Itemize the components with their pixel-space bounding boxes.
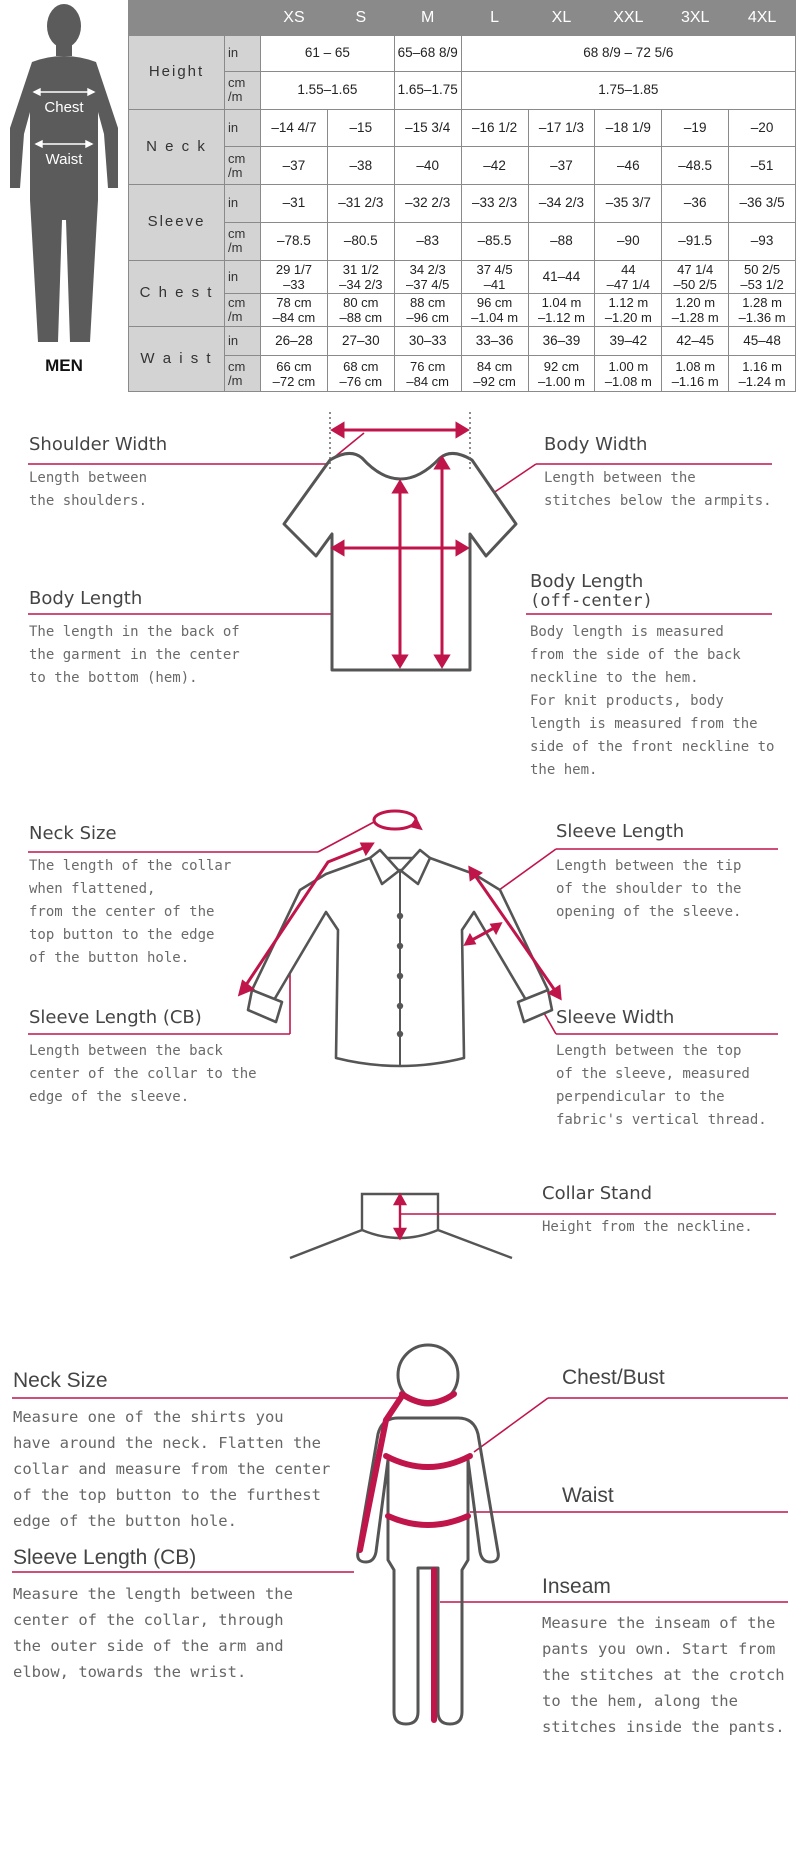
- chest-cm-cell: 88 cm –96 cm: [394, 294, 461, 327]
- collar-stand-title: Collar Stand: [542, 1183, 653, 1204]
- chest-in-cell: 41–44: [528, 260, 595, 294]
- chest-in-cell: 44 –47 1/4: [595, 260, 662, 294]
- chest-cm-cell: 1.04 m –1.12 m: [528, 294, 595, 327]
- body-length-title: Body Length: [29, 588, 143, 609]
- neck-size-title: Neck Size: [29, 823, 117, 844]
- sleeve-in-cell: –35 3/7: [595, 185, 662, 223]
- sleeve-cm-cell: –88: [528, 222, 595, 260]
- height-in-l-4xl: 68 8/9 – 72 5/6: [461, 36, 795, 72]
- chest-in-cell: 31 1/2 –34 2/3: [327, 260, 394, 294]
- neck-measure-mark: [402, 1394, 454, 1403]
- waist-measure-mark: [388, 1516, 468, 1525]
- sleeve-in-cell: –33 2/3: [461, 185, 528, 223]
- size-header: M: [394, 1, 461, 36]
- waist-cm-cell: 1.08 m –1.16 m: [662, 356, 729, 392]
- shoulder-width-desc: Length between the shoulders.: [29, 470, 148, 509]
- shoulder-width-title: Shoulder Width: [29, 434, 168, 455]
- waist-in-cell: 45–48: [729, 326, 796, 355]
- size-header: L: [461, 1, 528, 36]
- sleeve-in-cell: –36 3/5: [729, 185, 796, 223]
- sleeve-cm-cell: –90: [595, 222, 662, 260]
- neck-in-cell: –20: [729, 109, 796, 147]
- chest-cm-cell: 1.20 m –1.28 m: [662, 294, 729, 327]
- sleeve-cm-cell: –91.5: [662, 222, 729, 260]
- waist-cm-cell: 68 cm –76 cm: [327, 356, 394, 392]
- chest-cm-cell: 78 cm –84 cm: [261, 294, 328, 327]
- height-cm-l-4xl: 1.75–1.85: [461, 71, 795, 109]
- sleeve-in-cell: –31 2/3: [327, 185, 394, 223]
- body-length-off-subtitle: (off-center): [530, 591, 653, 611]
- figure-waist-label: Waist: [45, 151, 83, 168]
- neck-in-cell: –18 1/9: [595, 109, 662, 147]
- body-inseam-title: Inseam: [542, 1575, 611, 1598]
- chest-cm-cell: 1.12 m –1.20 m: [595, 294, 662, 327]
- neck-in-cell: –14 4/7: [261, 109, 328, 147]
- body-length-desc: The length in the back of the garment in the center to the bottom (hem).: [29, 624, 240, 686]
- neck-cm-cell: –48.5: [662, 147, 729, 185]
- chest-cm-cell: 80 cm –88 cm: [327, 294, 394, 327]
- neck-in-cell: –15 3/4: [394, 109, 461, 147]
- figure-men-label: MEN: [45, 356, 83, 375]
- body-inseam-desc: Measure the inseam of the pants you own. Start from the stitches at the crotch to the hem, along the stitches inside the pants.: [542, 1614, 785, 1736]
- sleeve-cm-cell: –78.5: [261, 222, 328, 260]
- sleeve-length-cb-desc: Length between the back center of the collar to the edge of the sleeve.: [29, 1043, 257, 1105]
- unit-cm: cm /m: [225, 222, 261, 260]
- chest-in-cell: 50 2/5 –53 1/2: [729, 260, 796, 294]
- waist-in-cell: 39–42: [595, 326, 662, 355]
- body-width-desc: Length between the stitches below the armpits.: [544, 470, 772, 509]
- neck-in-cell: –17 1/3: [528, 109, 595, 147]
- body-length-off-desc: Body length is measured from the side of the back neckline to the hem. For knit products, body length is measured from the side of the front neckline to the hem.: [530, 624, 775, 778]
- neck-cm-cell: –46: [595, 147, 662, 185]
- waist-cm-cell: 92 cm –1.00 m: [528, 356, 595, 392]
- waist-cm-cell: 1.00 m –1.08 m: [595, 356, 662, 392]
- unit-in: in: [225, 109, 261, 147]
- size-header: S: [327, 1, 394, 36]
- sleeve-cm-cell: –80.5: [327, 222, 394, 260]
- chest-category: C h e s t: [129, 260, 225, 326]
- waist-in-cell: 36–39: [528, 326, 595, 355]
- height-category: Height: [129, 36, 225, 110]
- waist-in-cell: 30–33: [394, 326, 461, 355]
- waist-in-cell: 26–28: [261, 326, 328, 355]
- waist-cm-cell: 66 cm –72 cm: [261, 356, 328, 392]
- neck-cm-cell: –51: [729, 147, 796, 185]
- unit-in: in: [225, 185, 261, 223]
- chest-in-cell: 47 1/4 –50 2/5: [662, 260, 729, 294]
- waist-in-cell: 33–36: [461, 326, 528, 355]
- size-header: 4XL: [729, 1, 796, 36]
- waist-cm-cell: 76 cm –84 cm: [394, 356, 461, 392]
- sleeve-length-title: Sleeve Length: [556, 821, 685, 842]
- waist-in-cell: 27–30: [327, 326, 394, 355]
- neck-cm-cell: –38: [327, 147, 394, 185]
- unit-in: in: [225, 260, 261, 294]
- neck-cm-cell: –42: [461, 147, 528, 185]
- chest-in-cell: 34 2/3 –37 4/5: [394, 260, 461, 294]
- sleeve-cm-cell: –83: [394, 222, 461, 260]
- sleeve-width-desc: Length between the top of the sleeve, measured perpendicular to the fabric's vertical thread.: [556, 1043, 767, 1128]
- waist-cm-cell: 84 cm –92 cm: [461, 356, 528, 392]
- sleeve-cm-cell: –85.5: [461, 222, 528, 260]
- neck-cm-cell: –40: [394, 147, 461, 185]
- sleeve-in-cell: –36: [662, 185, 729, 223]
- neck-in-cell: –15: [327, 109, 394, 147]
- height-cm-m: 1.65–1.75: [394, 71, 461, 109]
- size-header: XXL: [595, 1, 662, 36]
- body-sleeve-length-cb-title: Sleeve Length (CB): [13, 1546, 197, 1569]
- neck-category: N e c k: [129, 109, 225, 185]
- neck-cm-cell: –37: [261, 147, 328, 185]
- waist-in-cell: 42–45: [662, 326, 729, 355]
- body-length-off-title: Body Length: [530, 571, 644, 592]
- chest-cm-cell: 1.28 m –1.36 m: [729, 294, 796, 327]
- unit-cm: cm /m: [225, 71, 261, 109]
- body-neck-size-desc: Measure one of the shirts you have around the neck. Flatten the collar and measure from the center of the top button to the furthest edge of the button hole.: [13, 1408, 331, 1530]
- neck-in-cell: –16 1/2: [461, 109, 528, 147]
- neck-in-cell: –19: [662, 109, 729, 147]
- height-cm-xs-s: 1.55–1.65: [261, 71, 395, 109]
- body-chest-bust-title: Chest/Bust: [562, 1366, 665, 1389]
- chest-cm-cell: 96 cm –1.04 m: [461, 294, 528, 327]
- size-header: XL: [528, 1, 595, 36]
- unit-cm: cm /m: [225, 294, 261, 327]
- sleeve-in-cell: –32 2/3: [394, 185, 461, 223]
- sleeve-width-title: Sleeve Width: [556, 1007, 675, 1028]
- sleeve-category: Sleeve: [129, 185, 225, 261]
- size-header: XS: [261, 1, 328, 36]
- neck-size-desc: The length of the collar when flattened, from the center of the top button to the edge of the button hole.: [29, 858, 232, 966]
- waist-cm-cell: 1.16 m –1.24 m: [729, 356, 796, 392]
- body-neck-size-title: Neck Size: [13, 1369, 108, 1392]
- chest-in-cell: 29 1/7 –33: [261, 260, 328, 294]
- body-sleeve-length-cb-desc: Measure the length between the center of the collar, through the outer side of the arm and elbow, towards the wrist.: [13, 1585, 293, 1681]
- figure-chest-label: Chest: [44, 99, 84, 116]
- unit-in: in: [225, 326, 261, 355]
- unit-cm: cm /m: [225, 147, 261, 185]
- sleeve-length-desc: Length between the tip of the shoulder to the opening of the sleeve.: [556, 858, 742, 920]
- sleeve-in-cell: –34 2/3: [528, 185, 595, 223]
- waist-category: W a i s t: [129, 326, 225, 391]
- size-header: 3XL: [662, 1, 729, 36]
- chest-measure-mark: [386, 1456, 470, 1467]
- sleeve-cm-cell: –93: [729, 222, 796, 260]
- sleeve-in-cell: –31: [261, 185, 328, 223]
- collar-stand-desc: Height from the neckline.: [542, 1219, 753, 1235]
- sleeve-length-cb-title: Sleeve Length (CB): [29, 1007, 202, 1028]
- neck-cm-cell: –37: [528, 147, 595, 185]
- unit-in: in: [225, 36, 261, 72]
- body-waist-title: Waist: [562, 1484, 614, 1507]
- body-width-title: Body Width: [544, 434, 648, 455]
- height-in-xs-s: 61 – 65: [261, 36, 395, 72]
- height-in-m: 65–68 8/9: [394, 36, 461, 72]
- unit-cm: cm /m: [225, 356, 261, 392]
- chest-in-cell: 37 4/5 –41: [461, 260, 528, 294]
